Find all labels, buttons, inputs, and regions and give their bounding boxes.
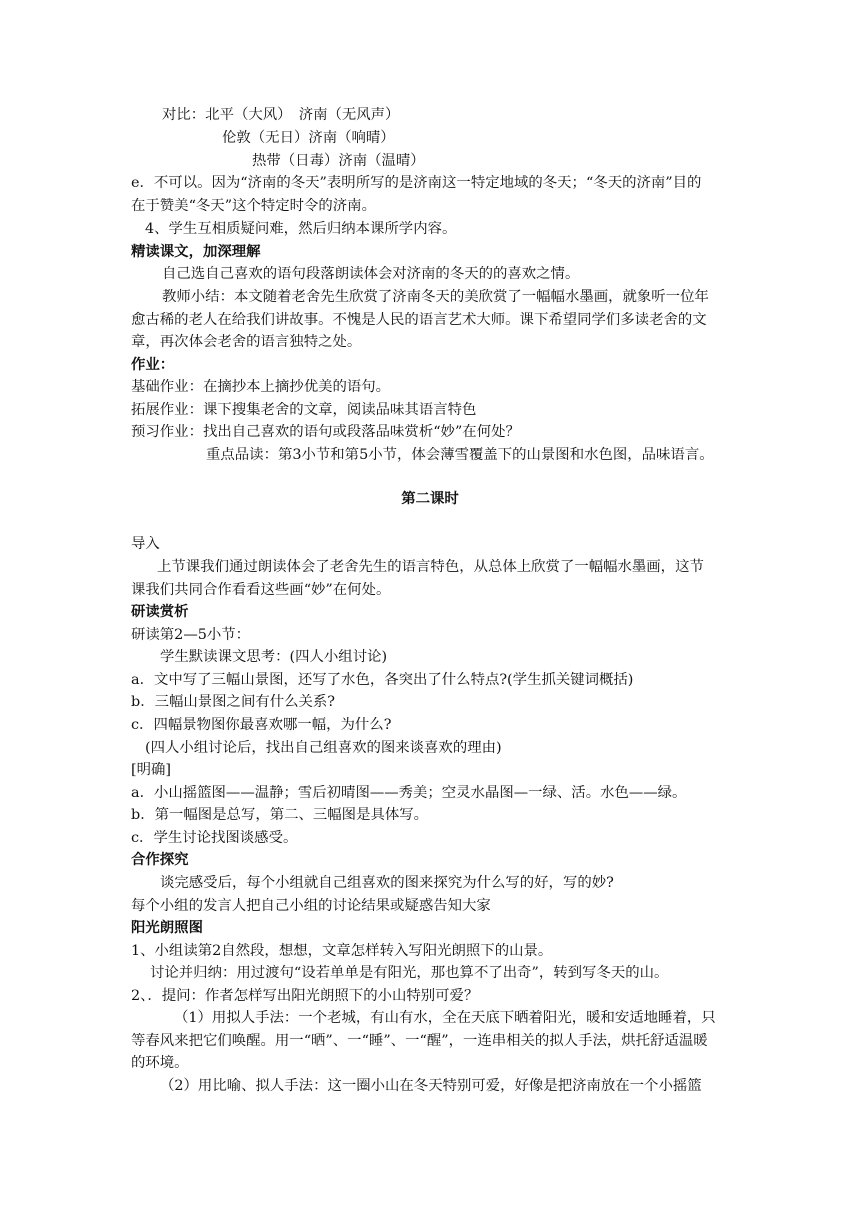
text-line: 对比：北平（大风） 济南（无风声）: [162, 107, 400, 123]
text-line: b．第一幅图是总写，第二、三幅图是具体写。: [131, 807, 429, 823]
text-line: 每个小组的发言人把自己小组的讨论结果或疑惑告知大家: [131, 898, 491, 914]
text-line: b．三幅山景图之间有什么关系?: [131, 694, 336, 710]
text-line: 2、．提问：作者怎样写出阳光朗照下的小山特别可爱？: [131, 988, 479, 1004]
text-line: 愈古稀的老人在给我们讲故事。不愧是人民的语言艺术大师。课下希望同学们多读老舍的文: [131, 312, 707, 328]
text-line: （2）用比喻、拟人手法：这一圈小山在冬天特别可爱，好像是把济南放在一个小摇篮: [160, 1078, 702, 1094]
text-line: 谈完感受后，每个小组就自己组喜欢的图来探究为什么写的好，写的妙?: [160, 875, 614, 891]
text-line: 讨论并归纳：用过渡句“设若单单是有阳光，那也算不了出奇”，转到写冬天的山。: [150, 965, 669, 981]
text-line: 拓展作业：课下搜集老舍的文章，阅读品味其语言特色: [131, 402, 477, 418]
section-heading: 作业：: [131, 357, 175, 373]
text-line: 在于赞美“冬天”这个特定时令的济南。: [131, 198, 376, 214]
text-line: 教师小结：本文随着老舍先生欣赏了济南冬天的美欣赏了一幅幅水墨画，就象听一位年: [162, 289, 709, 305]
section-heading: 研读赏析: [131, 604, 189, 620]
text-line: a．小山摇篮图——温静；雪后初晴图——秀美；空灵水晶图—一绿、活。水色——绿。: [131, 785, 687, 801]
text-line: e．不可以。因为“济南的冬天”表明所写的是济南这一特定地域的冬天；“冬天的济南”目的: [131, 175, 702, 191]
text-line: (四人小组讨论后，找出自己组喜欢的图来谈喜欢的理由): [145, 740, 502, 756]
text-line: a．文中写了三幅山景图，还写了水色，各突出了什么特点?(学生抓关键词概括): [131, 672, 634, 688]
text-line: c．四幅景物图你最喜欢哪一幅，为什么?: [131, 717, 392, 733]
text-line: 导入: [131, 536, 160, 552]
text-line: 课我们共同合作看看这些画“妙”在何处。: [131, 582, 391, 598]
text-line: 预习作业：找出自己喜欢的语句或段落品味赏析“妙”在何处？: [131, 424, 520, 440]
text-line: 章，再次体会老舍的语言独特之处。: [131, 334, 362, 350]
section-heading: 合作探究: [131, 852, 189, 868]
lesson-title: 第二课时: [401, 491, 459, 507]
text-line: 学生默读课文思考：(四人小组讨论): [160, 649, 388, 665]
text-line: 重点品读：第3小节和第5小节，体会薄雪覆盖下的山景图和水色图，品味语言。: [206, 447, 714, 463]
section-heading: 精读课文，加深理解: [131, 244, 261, 260]
text-line: 4、学生互相质疑问难，然后归纳本课所学内容。: [145, 221, 457, 237]
text-line: 基础作业：在摘抄本上摘抄优美的语句。: [131, 379, 391, 395]
text-line: （1）用拟人手法：一个老城，有山有水，全在天底下晒着阳光，暖和安适地睡着，只: [174, 1010, 716, 1026]
section-heading: 阳光朗照图: [131, 920, 203, 936]
text-line: [明确]: [131, 762, 172, 778]
text-line: 热带（日毒）济南（温晴）: [252, 153, 425, 169]
text-line: c．学生讨论找图谈感受。: [131, 830, 298, 846]
text-line: 上节课我们通过朗读体会了老舍先生的语言特色，从总体上欣赏了一幅幅水墨画，这节: [157, 559, 704, 575]
text-line: 研读第2—5小节：: [131, 627, 251, 643]
text-line: 自己选自己喜欢的语句段落朗读体会对济南的冬天的的喜欢之情。: [162, 266, 580, 282]
text-line: 等春风来把它们唤醒。用一“晒”、一“睡”、一“醒”，一连串相关的拟人手法，烘托舒适温暖: [131, 1033, 708, 1049]
text-line: 的环境。: [131, 1055, 189, 1071]
text-line: 1、小组读第2自然段，想想，文章怎样转入写阳光朗照下的山景。: [131, 943, 553, 959]
text-line: 伦敦（无日）济南（响晴）: [222, 130, 395, 146]
